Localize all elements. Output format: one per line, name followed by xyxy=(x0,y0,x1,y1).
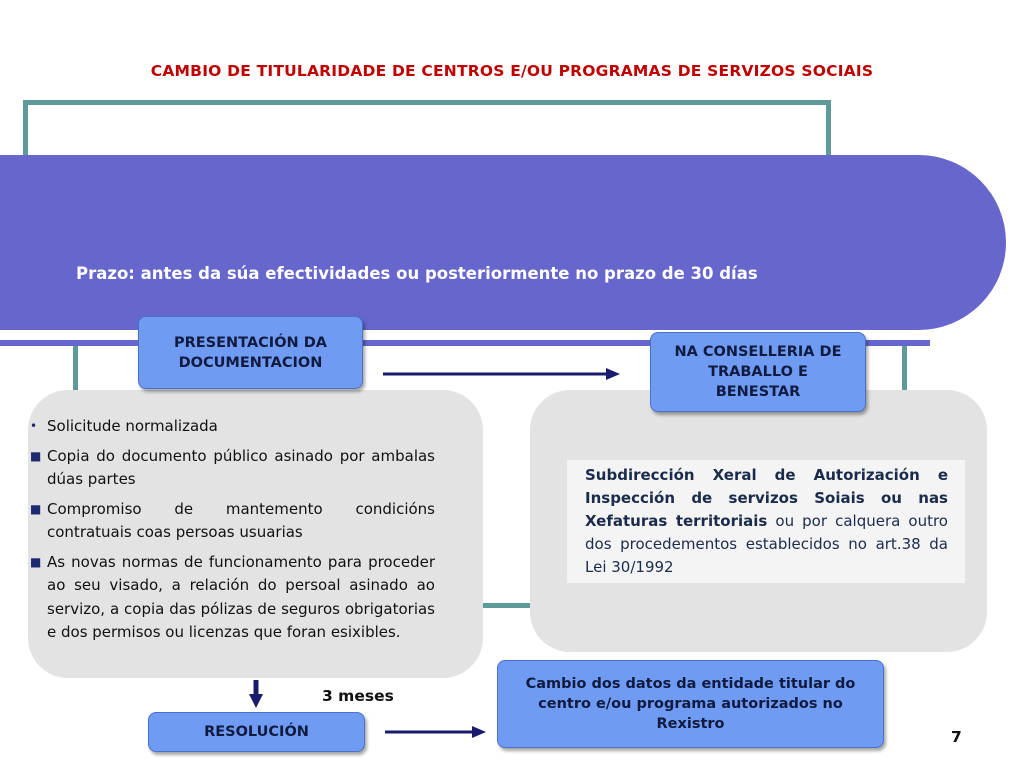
bullet-marker: ■ xyxy=(30,501,42,516)
slide-title: CAMBIO DE TITULARIDADE DE CENTROS E/OU PROGRAMAS DE SERVIZOS SOCIAIS xyxy=(150,62,874,80)
subdireccion-bold: Subdirección Xeral de Autorización e Inspección de servizos Soiais ou nas Xefaturas territoriais xyxy=(585,466,948,530)
list-item: • Solicitude normalizada xyxy=(30,415,435,439)
subdireccion-rest: ou por calquera outro dos procedementos establecidos no art.38 da Lei 30/1992 xyxy=(585,512,948,576)
page-number: 7 xyxy=(951,728,962,746)
bullet-marker: ■ xyxy=(30,448,42,463)
bullet-marker: • xyxy=(30,419,38,433)
cambio-box: Cambio dos datos da entidade titular do centro e/ou programa autorizados no Rexistro xyxy=(497,660,884,748)
list-item: ■ Compromiso de mantemento condicións contratuais coas persoas usuarias xyxy=(30,499,435,541)
arrow-resolucion-to-cambio xyxy=(385,726,486,738)
three-months-label: 3 meses xyxy=(322,687,394,705)
list-item: ■ Copia do documento público asinado por ambalas dúas partes xyxy=(30,446,435,488)
list-item: ■ As novas normas de funcionamento para proceder ao seu visado, a relación do persoal asinado ao servizo, a copia das pólizas de seguros obrigatorias e dos permisos ou licenzas que foran esixibles. xyxy=(30,552,435,641)
presentacion-box: PRESENTACIÓN DA DOCUMENTACION xyxy=(138,316,363,389)
deadline-text: Prazo: antes da súa efectividades ou posteriormente no prazo de 30 días xyxy=(76,264,758,283)
bullet-marker: ■ xyxy=(30,554,42,569)
consellaria-box: NA CONSELLERIA DE TRABALLO E BENESTAR xyxy=(650,332,866,412)
arrow-presentacion-to-consellaria xyxy=(383,368,620,380)
arrow-down-to-resolucion xyxy=(249,680,263,708)
resolucion-box: RESOLUCIÓN xyxy=(148,712,365,752)
